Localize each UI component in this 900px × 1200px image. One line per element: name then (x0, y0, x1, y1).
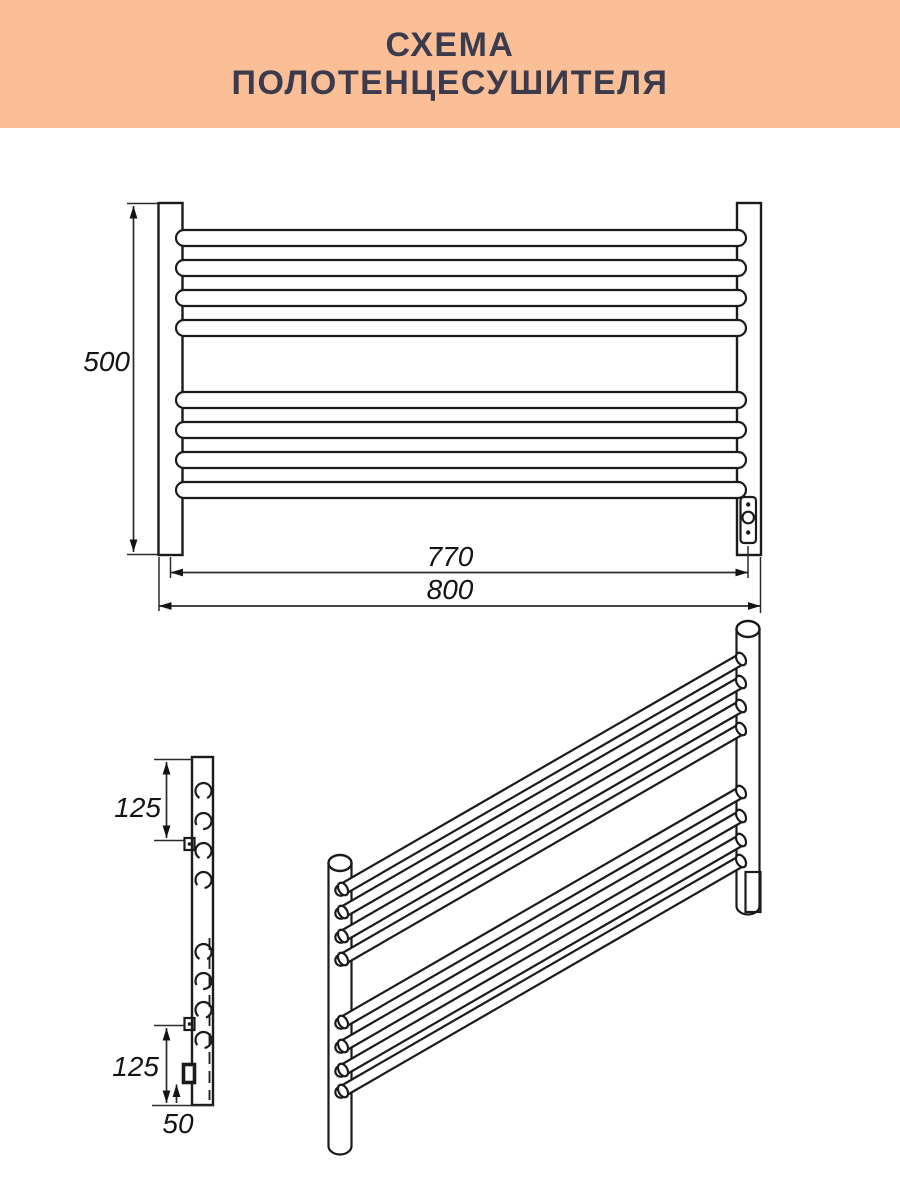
cable-entry-box (184, 1065, 195, 1083)
heating-tube (176, 230, 746, 246)
dim-cable-offset-label: 50 (162, 1108, 194, 1139)
heating-tube (176, 482, 746, 498)
post-top-cap (329, 855, 352, 871)
header-title-line2: ПОЛОТЕНЦЕСУШИТЕЛЯ (231, 64, 669, 102)
heating-tube-3d (333, 675, 747, 921)
perspective-left-post (329, 855, 352, 1155)
dim-bottom-offset-label: 125 (112, 1051, 159, 1082)
dim-height-label: 500 (83, 346, 130, 377)
heating-tube (176, 392, 746, 408)
control-screw-bottom (746, 530, 750, 534)
front-view (83, 203, 761, 613)
dimension-mount-width (171, 541, 749, 578)
front-left-post (159, 203, 183, 555)
dimension-height (83, 204, 158, 555)
header-banner (0, 0, 900, 128)
dim-top-offset-label: 125 (114, 792, 161, 823)
dimension-top-mount-offset (114, 760, 192, 841)
heating-tube (176, 452, 746, 468)
heating-tube (176, 320, 746, 336)
heating-tube-3d (333, 652, 747, 898)
heating-tube-3d (333, 854, 747, 1100)
dim-overall-width-label: 800 (426, 574, 474, 605)
post-top-cap (737, 621, 760, 637)
heating-tube (176, 260, 746, 276)
dim-mount-width-label: 770 (426, 541, 474, 572)
heating-tube-3d (333, 833, 747, 1079)
side-view (112, 757, 214, 1139)
perspective-view (329, 621, 761, 1155)
heating-tube (176, 422, 746, 438)
heating-tube (176, 290, 746, 306)
header-title-line1: СХЕМА (385, 26, 515, 64)
control-screw-top (746, 502, 750, 506)
